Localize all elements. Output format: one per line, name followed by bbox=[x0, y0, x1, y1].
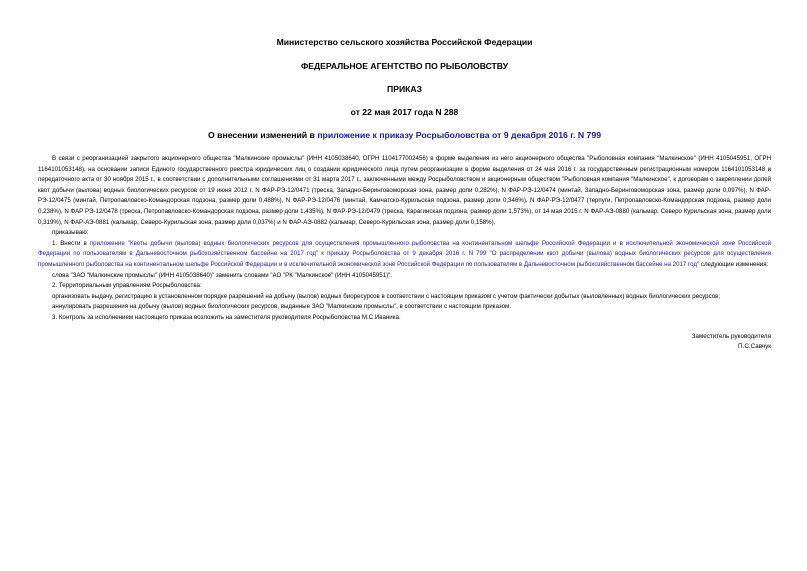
title-prefix: О внесении изменений в bbox=[207, 130, 318, 140]
item-2-a: организовать выдачу, регистрацию в установленном порядке разрешений на добычу (вылов) водных биоресурсов в соответствии с настоящим приказом с учетом фактически добытых (выловленных) водных биологических ресурсов; bbox=[52, 292, 721, 300]
signature-block bbox=[38, 332, 771, 353]
title-link[interactable]: приложение к приказу Росрыболовства от 9 декабря 2016 г. N 799 bbox=[317, 130, 602, 140]
ministry-heading: Министерство сельского хозяйства Российской Федерации bbox=[276, 37, 533, 47]
item-1-paragraph bbox=[38, 239, 771, 271]
item-1-prefix: 1. Внести в bbox=[52, 239, 90, 247]
item-3-paragraph: 3. Контроль за исполнением настоящего приказа возложить на заместителя руководителя Росрыболовства М.С.Иваника. bbox=[52, 313, 401, 321]
item-1-replace: слова "ЗАО "Малкинские промыслы" (ИНН 4105038640)" заменить словами "АО "РК "Малкинское" (ИНН 4105045951)". bbox=[52, 271, 393, 279]
signature-name: П.С.Савчук bbox=[738, 343, 771, 351]
item-2-b: аннулировать разрешения на добычу (вылов) водных биологических ресурсов, выданные ЗАО "Малкинские промыслы", в соответствии с настоящим приказом. bbox=[52, 303, 511, 311]
signature-position: Заместитель руководителя bbox=[691, 332, 771, 340]
doc-type-heading: ПРИКАЗ bbox=[387, 84, 422, 94]
item-1-suffix: следующие изменения: bbox=[699, 260, 769, 268]
document-body bbox=[38, 154, 771, 324]
item-2-paragraph: 2. Территориальным управлениям Росрыболовства: bbox=[52, 282, 202, 290]
intro-paragraph: В связи с реорганизацией закрытого акционерного общества "Малкинские промыслы" (ИНН 4105038640, ОГРН 1104177002456) в форме выделения из него акционерного общества "Рыболовная компания "Малкинское" (ИНН 4105045951, ОГРН 1164101053148), на основании записи Единого государственного реестра юридических лиц о создании юридического лица путем реорганизации в форме выделения от 24 мая 2016 г. за государственным регистрационным номером 1164101053148 и передаточного акта от 30 ноября 2015 г., в соответствии с дополнительными соглашениями от 31 марта 2017 г., заключенными между Росрыболовством и акционерным обществом "Рыболовная компания "Малкинское", к договорам о закреплении долей квот добычи (вылова) водных биологических ресурсов от 19 июня 2012 г. N ФАР-РЭ-12/0471 (треска, Западно-Беринговоморская зона, размер доли 0,282%), N ФАР-РЭ-12/0474 (минтай, Западно-Беринговоморская зона, размер доли 0,097%), N ФАР-РЭ-12/0475 (минтай, Петропавловско-Командорская подзона, размер доли 0,488%), N ФАР-РЭ-12/0476 (минтай, Камчатско-Курильская подзона, размер доли 0,346%), N ФАР-РЭ-12/0477 (терпуги, Петропавловско-Командорская подзона, размер доли 0,238%), N ФАР РЭ-12/0478 (треска, Петропавловско-Командорская подзона, размер доли 1,435%), N ФАР-РЭ-12/0479 (треска, Карагинская подзона, размер доли 1,573%), от 14 мая 2015 г. N ФАР-АЭ-0880 (кальмар, Северо Курильская зона, размер доли 0,319%), N ФАР-АЭ-0881 (кальмар, Северо-Курильская зона, размер доли 0,037%) и N ФАР-АЭ-0882 (кальмар, Северо-Курильская зона, размер доли 0,158%), bbox=[38, 155, 771, 226]
agency-heading: ФЕДЕРАЛЬНОЕ АГЕНТСТВО ПО РЫБОЛОВСТВУ bbox=[300, 61, 509, 71]
date-number-heading: от 22 мая 2017 года N 288 bbox=[350, 107, 459, 117]
document-title bbox=[38, 130, 771, 141]
item-1-link[interactable]: приложение "Квоты добычи (вылова) водных биологических ресурсов для осуществления промышленного рыболовства на континентальном шельфе Российской Федерации и в исключительной экономической зоне Российской Федерации по пользователям в Дальневосточном рыбохозяйственном бассейне на 2017 год" к приказу Росрыболовства от 9 декабря 2016 г. N 799 "О распределении квот добычи (вылова) водных биологических ресурсов для осуществления промышленного рыболовства на континентальном шельфе Российской Федерации и в исключительной экономической зоне Российской Федерации по пользователям в Дальневосточном рыбохозяйственном бассейне на 2017 год" bbox=[38, 239, 771, 268]
document-page bbox=[38, 30, 771, 353]
order-word: приказываю: bbox=[52, 229, 89, 237]
